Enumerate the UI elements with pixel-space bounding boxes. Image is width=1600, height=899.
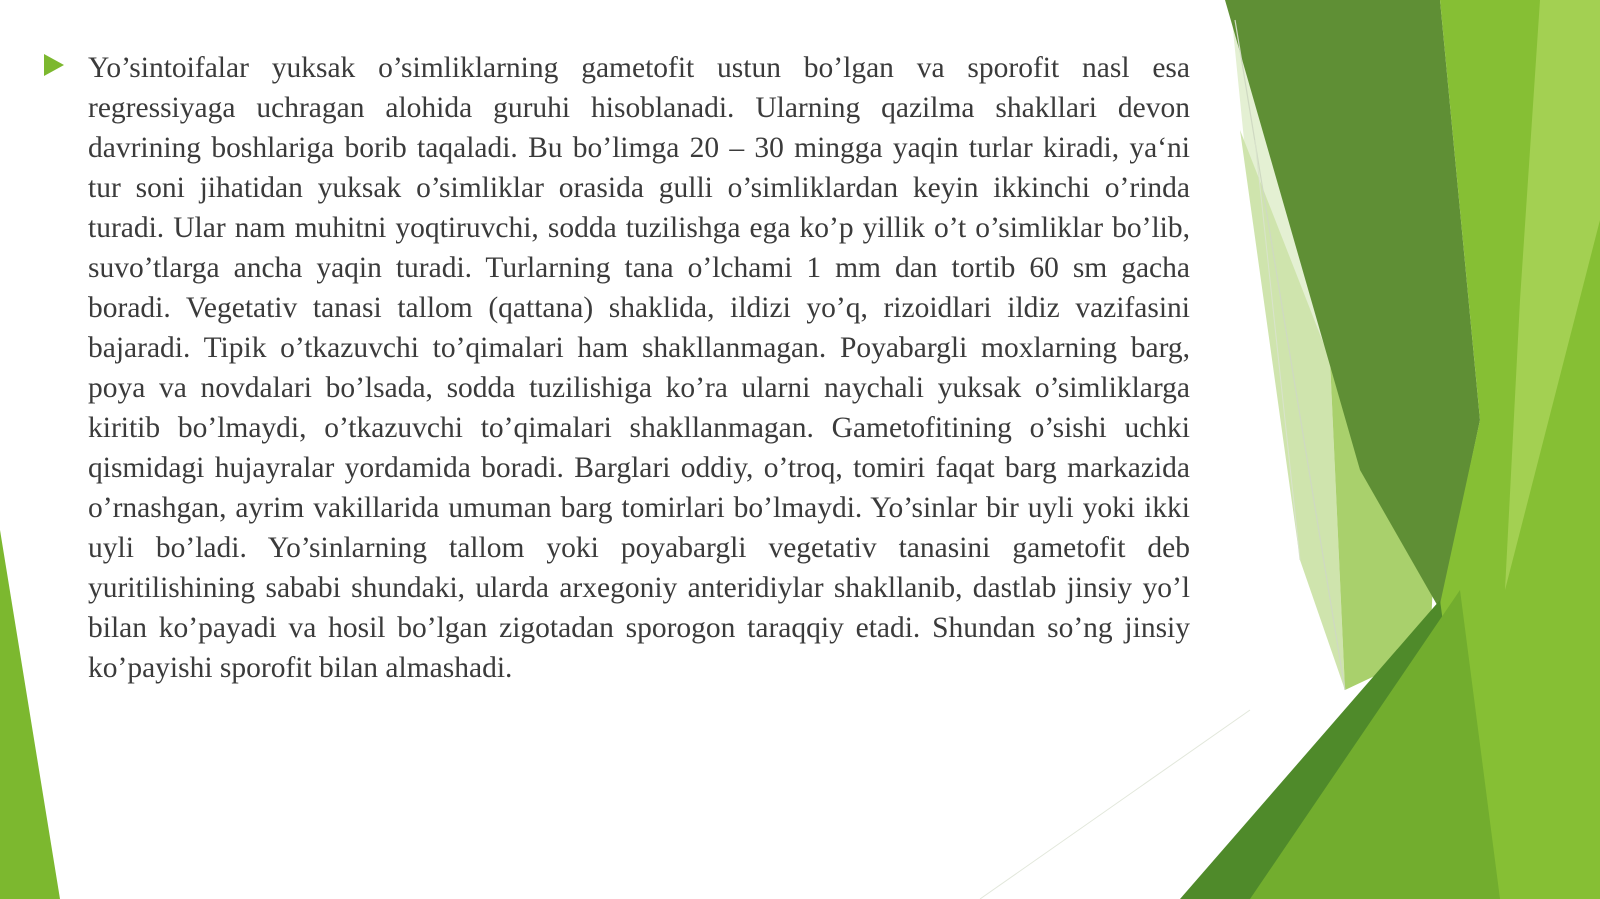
bullet-item <box>40 48 1190 688</box>
text-content-area <box>40 48 1190 688</box>
body-paragraph: Yo’sintoifalar yuksak o’simliklarning gametofit ustun bo’lgan va sporofit nasl esa regressiyaga uchragan alohida guruhi hisoblanadi. Ularning qazilma shakllari devon davrining boshlariga borib taqaladi. Bu bo’limga 20 – 30 mingga yaqin turlar kiradi, ya‘ni tur soni jihatidan yuksak o’simliklar orasida gulli o’simliklardan keyin ikkinchi o’rinda turadi. Ular nam muhitni yoqtiruvchi, sodda tuzilishga ega ko’p yillik o’t o’simliklar bo’lib, suvo’tlarga ancha yaqin turadi. Turlarning tana o’lchami 1 mm dan tortib 60 sm gacha boradi. Vegetativ tanasi tallom (qattana) shaklida, ildizi yo’q, rizoidlari ildiz vazifasini bajaradi. Tipik o’tkazuvchi to’qimalari ham shakllanmagan. Poyabargli moxlarning barg, poya va novdalari bo’lsada, sodda tuzilishiga ko’ra ularni naychali yuksak o’simliklarga kiritib bo’lmaydi, o’tkazuvchi to’qimalari shakllanmagan. Gametofitining o’sishi uchki qismidagi hujayralar yordamida boradi. Barglari oddiy, o’troq, tomiri faqat barg markazida o’rnashgan, ayrim vakillarida umuman barg tomirlari bo’lmaydi. Yo’sinlar bir uyli yoki ikki uyli bo’ladi. Yo’sinlarning tallom yoki poyabargli vegetativ tanasini gametofit deb yuritilishining sababi shundaki, ularda arxegoniy anteridiylar shakllanib, dastlab jinsiy yo’l bilan ko’payadi va hosil bo’lgan zigotadan sporogon taraqqiy etadi. Shundan so’ng jinsiy ko’payishi sporofit bilan almashadi. <box>88 52 1190 684</box>
triangle-bullet-icon <box>44 54 64 76</box>
